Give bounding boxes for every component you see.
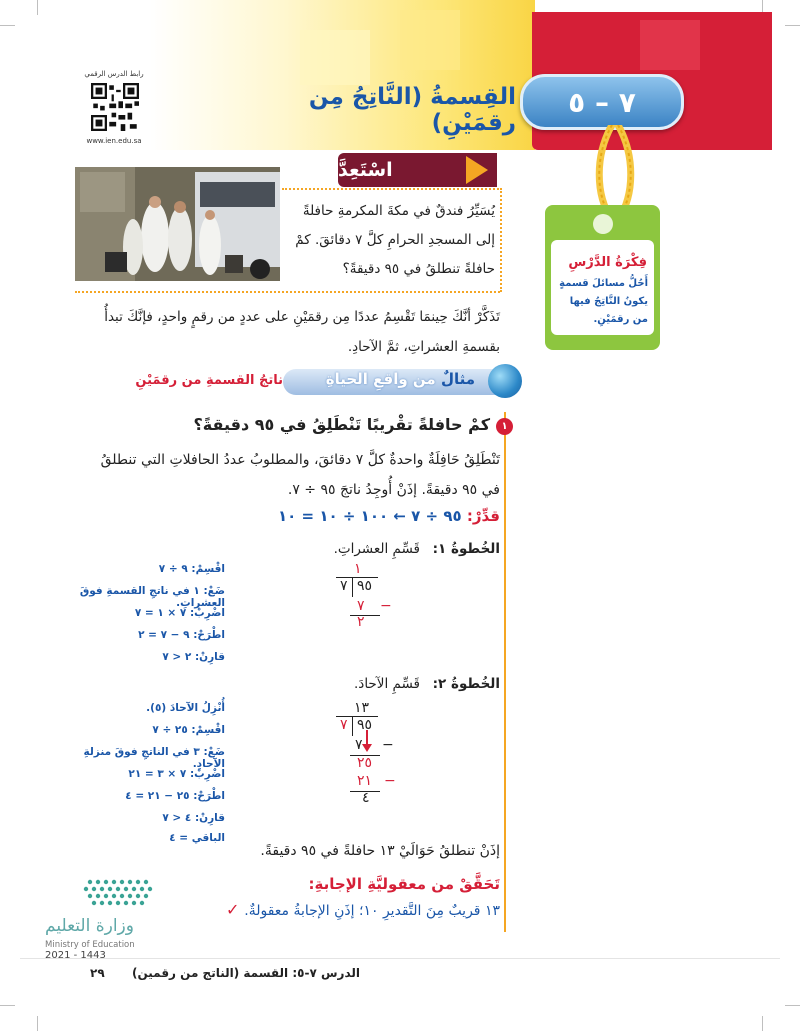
crop-mark [37, 1016, 38, 1031]
step2-quotient: ١٣ [354, 700, 370, 716]
lesson-idea-title: فِكْرَةُ الدَّرْسِ [568, 255, 647, 270]
crop-mark [0, 1005, 15, 1006]
step1-note: قارِنْ: ٢ < ٧ [162, 651, 225, 663]
division-bar [352, 717, 353, 736]
step1-desc: قَسِّمِ العشراتِ. [333, 541, 420, 557]
footer-divider [20, 958, 780, 959]
example-vertical-rule [504, 412, 506, 932]
step2-note: اطْرَحْ: ٢٥ − ٢١ = ٤ [125, 790, 225, 802]
prepare-text: يُسَيِّرُ فندقٌ في مكةَ المكرمةِ حافلةً إلى المسجدِ الحرامِ كلَّ ٧ دقائقَ. كمْ حافلةً تنطلقُ في ٩٥ دقيقةً؟ [295, 203, 495, 277]
step2-subtrahend1: ٧ [355, 737, 363, 753]
step2-remainder: ٤ [362, 790, 370, 806]
step2-line2: ٢٥ [357, 755, 373, 771]
example-question: كمْ حافلةً تقْريبًا تَنْطَلِقُ في ٩٥ دقيقةً؟ [193, 415, 490, 434]
example-label-a: مثالٌ [440, 370, 475, 388]
prepare-arrow-icon [466, 156, 488, 184]
step1-quotient: ١ [354, 561, 362, 577]
division-bar [336, 716, 378, 717]
crop-mark [785, 1005, 800, 1006]
footer-lesson-title: الدرس ٧-٥: القسمة (الناتج من رقمين) [131, 966, 360, 980]
division-bar [336, 577, 378, 578]
step2-note: اقْسِمْ: ٢٥ ÷ ٧ [152, 724, 225, 736]
prepare-label: اسْتَعِدَّ [338, 153, 497, 187]
example-label-b: من واقعِ الحياةِ [325, 370, 436, 388]
example-explanation: تَنْطَلِقُ حَافِلَةٌ واحدةٌ كلَّ ٧ دقائقَ، والمطلوبُ عددُ الحافلاتِ التي تنطلقُ في ٩٥ دقيقةً. إذَنْ أُوجِدُ ناتجَ ٩٥ ÷ ٧. [100, 452, 500, 498]
step2-note: قارِنْ: ٤ < ٧ [162, 812, 225, 824]
estimate-line [230, 507, 500, 525]
crop-mark [762, 1016, 763, 1031]
step2-note: اضْرِبْ: ٧ × ٣ = ٢١ [128, 768, 225, 780]
crop-mark [37, 0, 38, 15]
step2-desc: قَسِّمِ الآحادَ. [354, 676, 420, 692]
ministry-logo-icon [60, 878, 175, 914]
step1-divisor: ٧ [340, 578, 348, 594]
header-decoration [400, 10, 460, 70]
qr-url[interactable]: www.ien.edu.sa [86, 137, 142, 145]
step2-subtrahend2: ٢١ [357, 773, 373, 789]
step1-note: اطْرَحْ: ٩ − ٧ = ٢ [138, 629, 225, 641]
step2-note: الباقي = ٤ [169, 832, 225, 844]
example-topic: ناتجُ القسمةِ من رقمَيْنِ [135, 373, 283, 388]
example-number-badge: ١ [496, 418, 513, 435]
globe-icon [488, 364, 522, 398]
lesson-number-badge: ٧ – ٥ [520, 74, 684, 130]
estimate-keyword: قدِّرْ: [466, 507, 500, 525]
step2-note: ضَعْ: ٣ في الناتجِ فوقَ منزلةِ الآحادِ. [83, 746, 225, 770]
check-text: ١٣ قريبٌ مِنَ التَّقديرِ ١٠؛ إذَنِ الإجابةُ معقولةٌ. [244, 903, 500, 919]
header-decoration [640, 20, 700, 70]
lesson-title: القِسمةُ (النَّاتِجُ مِن رقمَيْنِ) [308, 84, 516, 136]
estimate-expression: ٩٥ ÷ ٧ ← ١٠٠ ÷ ١٠ = ١٠ [278, 507, 462, 525]
check-title: تَحَقَّقْ من معقوليَّةِ الإجابةِ: [308, 875, 500, 893]
crop-mark [0, 25, 15, 26]
subtraction-line [350, 615, 380, 616]
step2-note: أُنْزِلُ الآحادَ (٥). [146, 702, 225, 714]
qr-code-icon[interactable] [91, 83, 139, 131]
qr-caption: رابط الدرس الرقمي [84, 70, 144, 78]
minus-sign: − [380, 598, 392, 614]
step2-title: الخُطوةُ ٢: [432, 676, 500, 692]
step1-note: اضْرِبْ: ٧ × ١ = ٧ [134, 607, 225, 619]
division-bar [352, 578, 353, 597]
header-decoration [300, 30, 370, 85]
step1-title: الخُطوةُ ١: [432, 541, 500, 557]
page-number: ٢٩ [90, 966, 105, 980]
crop-mark [785, 25, 800, 26]
lesson-idea-text: أَحُلُّ مسائلَ قسمةٍ يكونُ النَّاتِجُ فيها من رقمَيْنِ. [559, 278, 648, 325]
step2-divisor: ٧ [340, 717, 348, 733]
divider [75, 291, 500, 293]
step2-dividend: ٩٥ [357, 717, 373, 733]
tag-hole [593, 214, 613, 234]
example-result: إذَنْ تنطلقُ حَوَالَيْ ١٣ حافلةً في ٩٥ دقيقةً. [260, 843, 500, 859]
step1-note: ضَعْ: ١ في ناتجِ القسمةِ فوقَ العشراتِ. [79, 585, 225, 609]
bring-down-arrow-icon [362, 730, 372, 752]
step1-subtrahend: ٧ [357, 598, 365, 614]
minus-sign: − [382, 737, 394, 753]
pilgrims-bus-photo [75, 167, 280, 281]
ministry-name-ar: وزارة التعليم [45, 916, 134, 936]
step1-dividend: ٩٥ [357, 578, 373, 594]
check-mark-icon: ✓ [226, 900, 240, 919]
ministry-name-en: Ministry of Education [45, 940, 135, 950]
step1-note: اقْسِمْ: ٩ ÷ ٧ [158, 563, 225, 575]
minus-sign: − [384, 773, 396, 789]
example-label [300, 370, 475, 388]
edition-year: 2021 - 1443 [45, 950, 106, 961]
step1-remainder: ٢ [357, 614, 365, 630]
remember-text: تَذَكَّرْ أنَّكَ حِينمَا تَقْسِمُ عددًا مِن رقمَيْنِ على عددٍ من رقمٍ واحدٍ، فإنَّكَ تبدأُ بقسمةِ العشراتِ، ثمَّ الآحادِ. [104, 309, 500, 355]
